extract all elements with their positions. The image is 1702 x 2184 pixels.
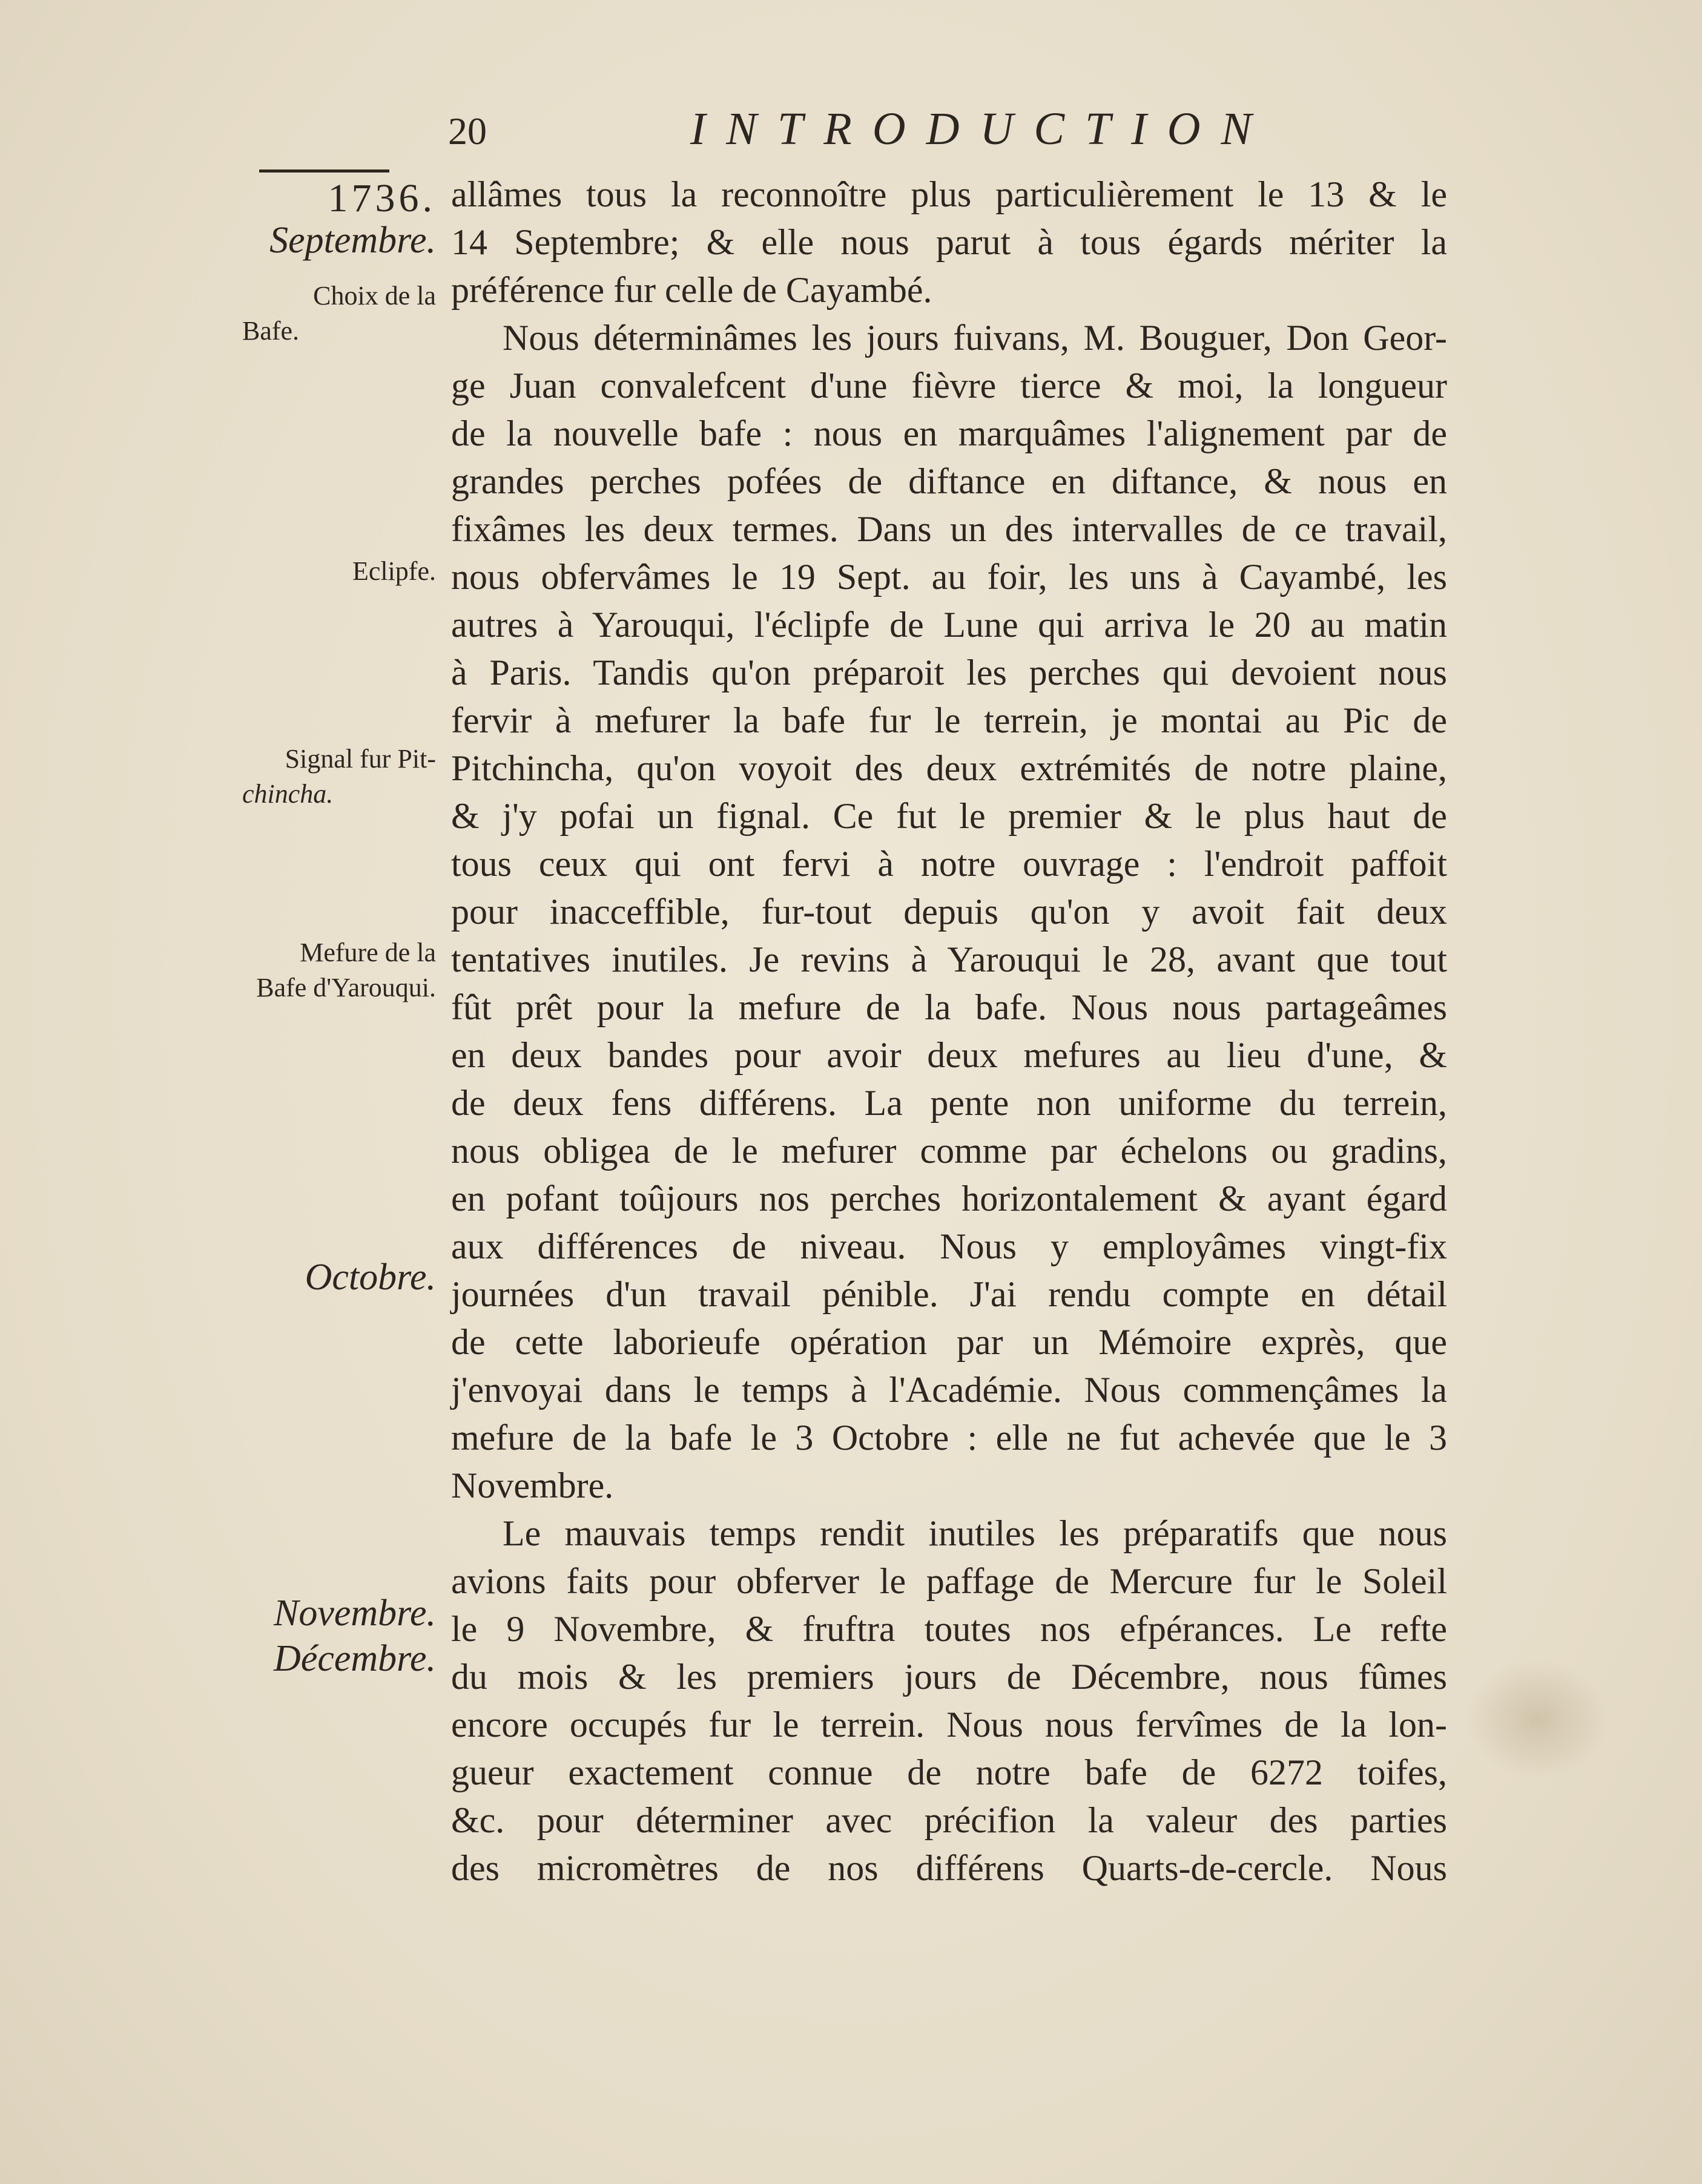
text-line: fût prêt pour la mefure de la bafe. Nous nous partageâmes [451, 987, 1447, 1027]
margin-year: 1736. [328, 176, 436, 220]
margin-note-choix [242, 278, 436, 349]
text-line: pour inacceffible, fur-tout depuis qu'on y avoit fait deux [451, 892, 1447, 932]
text-line: ge Juan convalefcent d'une fièvre tierce & moi, la longueur [451, 366, 1447, 406]
paper-stain [1465, 1659, 1611, 1780]
margin-septembre: Septembre. [269, 220, 436, 261]
text-line: nous obligea de le mefurer comme par échelons ou gradins, [451, 1131, 1447, 1171]
body-text [451, 171, 1447, 1892]
margin-note-mesure [242, 935, 436, 1005]
margin-octobre: Octobre. [305, 1257, 436, 1298]
text-line: préférence fur celle de Cayambé. [451, 270, 932, 310]
year-rule [259, 169, 389, 173]
running-head: INTRODUCTION [690, 104, 1273, 154]
text-line: de cette laborieufe opération par un Mémoire exprès, que [451, 1322, 1447, 1362]
text-line: tous ceux qui ont fervi à notre ouvrage : l'endroit paffoit [451, 844, 1447, 884]
margin-decembre: Décembre. [274, 1638, 436, 1679]
text-line: fervir à mefurer la bafe fur le terrein, je montai au Pic de [451, 700, 1447, 740]
text-line: Nous déterminâmes les jours fuivans, M. Bouguer, Don Geor- [503, 318, 1447, 358]
margin-note-line: Bafe. [242, 316, 300, 346]
margin-novembre: Novembre. [273, 1593, 436, 1634]
text-line: aux différences de niveau. Nous y employâmes vingt-fix [451, 1226, 1447, 1266]
margin-note-line: Mefure de la [300, 938, 436, 967]
text-line: grandes perches pofées de diftance en diftance, & nous en [451, 461, 1447, 501]
text-line: allâmes tous la reconnoître plus particulièrement le 13 & le [451, 174, 1447, 214]
text-line: mefure de la bafe le 3 Octobre : elle ne fut achevée que le 3 [451, 1418, 1447, 1458]
page-header [448, 103, 1447, 163]
text-line: de deux fens différens. La pente non uniforme du terrein, [451, 1083, 1447, 1123]
margin-note-signal [242, 742, 436, 812]
text-line: des micromètres de nos différens Quarts-de-cercle. Nous [451, 1848, 1447, 1888]
text-line: encore occupés fur le terrein. Nous nous fervîmes de la lon- [451, 1705, 1447, 1745]
text-line: fixâmes les deux termes. Dans un des intervalles de ce travail, [451, 509, 1447, 549]
text-line: en deux bandes pour avoir deux mefures au lieu d'une, & [451, 1035, 1447, 1075]
page-number: 20 [448, 110, 487, 153]
text-line: avions faits pour obferver le paffage de Mercure fur le Soleil [451, 1561, 1447, 1601]
text-line: &c. pour déterminer avec précifion la valeur des parties [451, 1800, 1447, 1840]
text-line: Novembre. [451, 1465, 614, 1505]
margin-note-line: Bafe d'Yarouqui. [256, 973, 436, 1002]
text-line: nous obfervâmes le 19 Sept. au foir, les uns à Cayambé, les [451, 557, 1447, 597]
text-line: le 9 Novembre, & fruftra toutes nos efpérances. Le refte [451, 1609, 1447, 1649]
text-line: j'envoyai dans le temps à l'Académie. Nous commençâmes la [451, 1370, 1447, 1410]
margin-note-line: chincha. [242, 779, 334, 809]
text-line: Pitchincha, qu'on voyoit des deux extrémités de notre plaine, [451, 748, 1447, 788]
text-line: & j'y pofai un fignal. Ce fut le premier & le plus haut de [451, 796, 1447, 836]
margin-note-line: Choix de la [313, 281, 436, 311]
text-line: autres à Yarouqui, l'éclipfe de Lune qui arriva le 20 au matin [451, 605, 1447, 645]
text-line: journées d'un travail pénible. J'ai rendu compte en détail [451, 1274, 1447, 1314]
text-line: Le mauvais temps rendit inutiles les préparatifs que nous [503, 1513, 1447, 1553]
text-line: gueur exactement connue de notre bafe de 6272 toifes, [451, 1752, 1447, 1792]
text-line: de la nouvelle bafe : nous en marquâmes l'alignement par de [451, 413, 1447, 453]
margin-note-line: Signal fur Pit- [285, 744, 436, 774]
margin-note-eclipse: Eclipfe. [352, 556, 436, 586]
text-line: du mois & les premiers jours de Décembre, nous fûmes [451, 1657, 1447, 1697]
text-line: tentatives inutiles. Je revins à Yarouqui le 28, avant que tout [451, 939, 1447, 979]
text-line: 14 Septembre; & elle nous parut à tous égards mériter la [451, 222, 1447, 262]
text-line: à Paris. Tandis qu'on préparoit les perches qui devoient nous [451, 653, 1447, 692]
text-line: en pofant toûjours nos perches horizontalement & ayant égard [451, 1179, 1447, 1219]
